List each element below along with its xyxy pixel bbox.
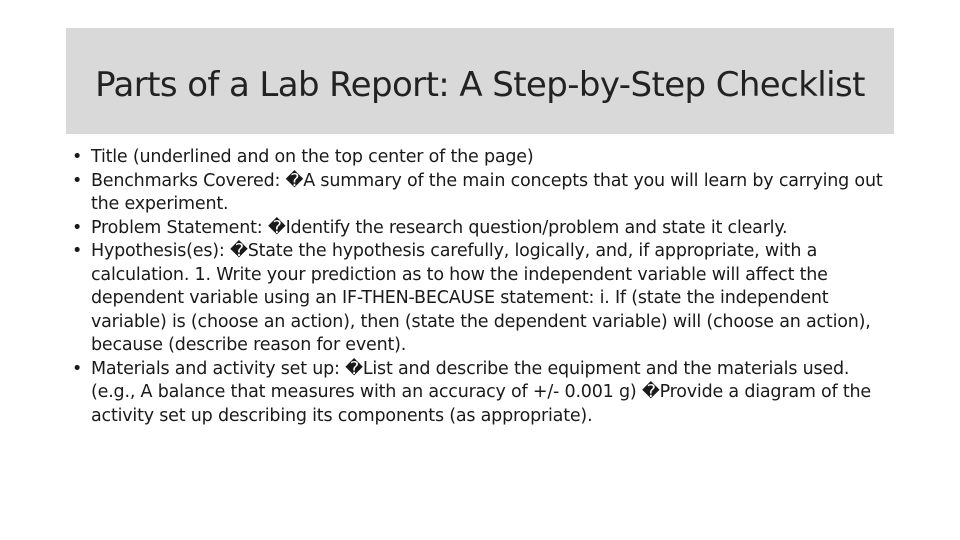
list-item-text: Problem Statement: �Identify the research question/problem and state it clearly. (91, 217, 788, 238)
list-item (72, 170, 892, 217)
bullet-marker: • (72, 147, 83, 167)
list-item-text: Benchmarks Covered: �A summary of the main concepts that you will learn by carrying out the experiment. (91, 170, 883, 214)
checklist (72, 146, 892, 428)
bullet-marker: • (72, 241, 83, 261)
slide-title: Parts of a Lab Report: A Step-by-Step Checklist (95, 65, 865, 105)
title-banner (66, 28, 894, 134)
list-item (72, 358, 892, 429)
list-item (72, 240, 892, 358)
bullet-marker: • (72, 170, 83, 191)
list-item (72, 217, 892, 241)
list-item-text: Title (underlined and on the top center of the page) (91, 147, 534, 167)
list-item-text: Hypothesis(es): �State the hypothesis carefully, logically, and, if appropriate, with a calculation. 1. Write your prediction as to how the independent variable will affect the dependent variable using an IF-THEN-BECAUSE statement: i. If (state the independent variable) is (choose an action), then (state the dependent variable) will (choose an action), because (describe reason for event). (91, 241, 871, 355)
list-item-text: Materials and activity set up: �List and describe the equipment and the materials used. (e.g., A balance that measures with an accuracy of +/- 0.001 g) �Provide a diagram of the activity set up describing its components (as appropriate). (91, 358, 871, 426)
bullet-marker: • (72, 217, 83, 238)
bullet-marker: • (72, 358, 83, 379)
list-item (72, 146, 892, 170)
